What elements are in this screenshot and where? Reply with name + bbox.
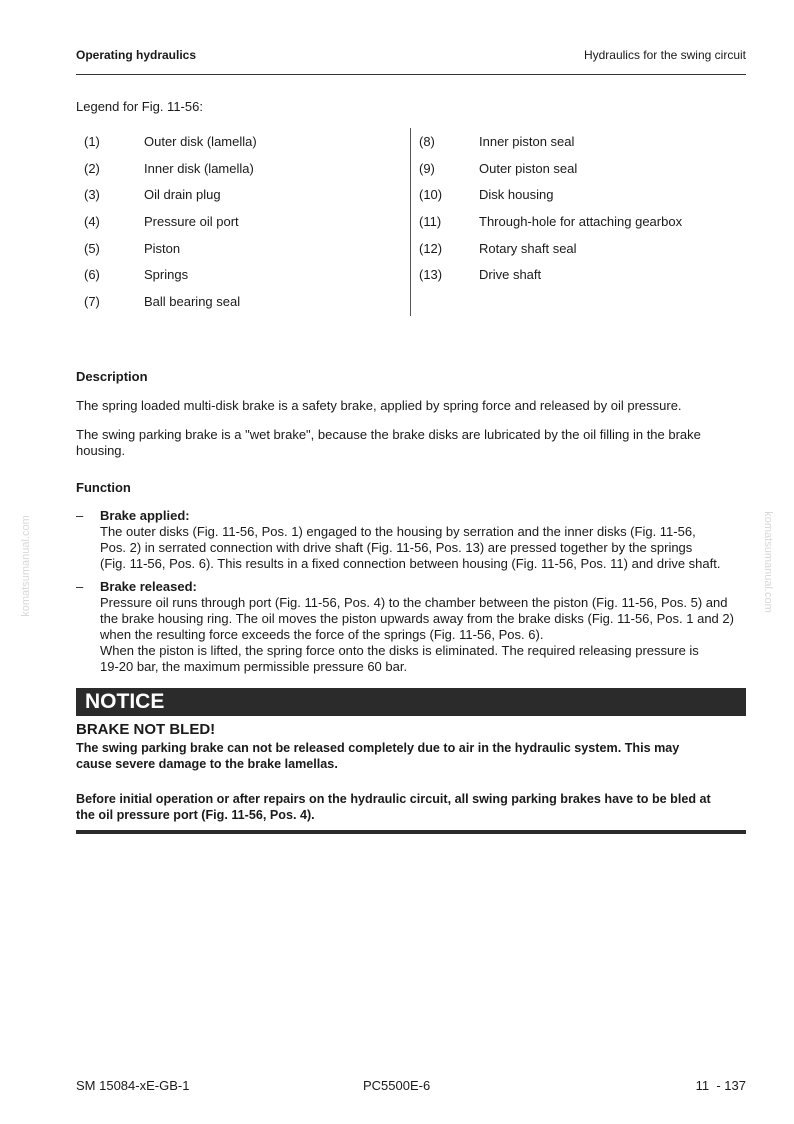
header-section-title: Operating hydraulics [76, 48, 197, 62]
legend-left-column [84, 128, 410, 315]
header-divider [76, 74, 746, 75]
notice-banner: NOTICE [76, 688, 746, 716]
legend-item-number: (3) [84, 187, 100, 203]
legend-item-number: (4) [84, 213, 100, 229]
legend-item [419, 235, 749, 262]
description-heading: Description [76, 369, 148, 384]
legend-item [84, 261, 410, 288]
header-chapter-title: Hydraulics for the swing circuit [583, 48, 746, 62]
paragraph-line: The outer disks (Fig. 11-56, Pos. 1) engaged to the housing by serration and the inner disks (Fig. 11-56, [100, 524, 696, 539]
legend-item-label: Springs [144, 267, 189, 283]
legend-item-number: (8) [419, 133, 435, 149]
legend-item-label: Inner piston seal [479, 133, 575, 149]
paragraph-line: when the resulting force exceeds the force of the springs (Fig. 11-56, Pos. 6). [100, 627, 544, 642]
legend-item-number: (10) [419, 187, 443, 203]
legend-item [84, 181, 410, 208]
legend-item-label: Inner disk (lamella) [144, 160, 254, 176]
legend-item [419, 208, 749, 235]
paragraph-line: housing. [76, 443, 126, 458]
legend-item [84, 128, 410, 155]
notice-paragraph-2 [76, 791, 748, 823]
watermark-right: komatsumanual.com [762, 511, 774, 613]
legend-item [84, 288, 410, 315]
legend-item-number: (5) [84, 240, 100, 256]
legend-item-label: Ball bearing seal [144, 293, 241, 309]
legend-item-number: (6) [84, 267, 100, 283]
brake-applied-item [76, 508, 748, 572]
notice-bottom-rule [76, 830, 746, 834]
legend-item-label: Drive shaft [479, 267, 542, 283]
legend-right-column [419, 128, 749, 288]
legend-item [419, 181, 749, 208]
brake-released-item [76, 579, 748, 675]
legend-item-label: Disk housing [479, 187, 554, 203]
function-heading: Function [76, 480, 131, 495]
legend-item-number: (1) [84, 133, 100, 149]
legend-column-divider [410, 128, 411, 316]
legend-item [419, 261, 749, 288]
paragraph-line: When the piston is lifted, the spring force onto the disks is eliminated. The required releasing pressure is [100, 643, 699, 658]
bullet-dash: – [76, 508, 84, 523]
watermark-left: komatsumanual.com [20, 515, 32, 617]
legend-item [84, 208, 410, 235]
legend-item-number: (2) [84, 160, 100, 176]
paragraph-line: Before initial operation or after repairs on the hydraulic circuit, all swing parking brakes have to be bled at [76, 792, 711, 806]
paragraph-line: cause severe damage to the brake lamellas. [76, 757, 338, 771]
legend-item-label: Through-hole for attaching gearbox [479, 213, 683, 229]
description-paragraph-1: The spring loaded multi-disk brake is a safety brake, applied by spring force and released by oil pressure. [76, 398, 682, 413]
legend-item [419, 128, 749, 155]
legend-item-number: (12) [419, 240, 443, 256]
legend-item [84, 155, 410, 182]
footer-page-number: 11 - 137 [695, 1078, 746, 1093]
legend-title: Legend for Fig. 11-56: [76, 99, 203, 114]
legend-item-number: (11) [419, 213, 442, 229]
legend-item-number: (7) [84, 293, 100, 309]
paragraph-line: 19-20 bar, the maximum permissible pressure 60 bar. [100, 659, 408, 674]
legend-item [84, 235, 410, 262]
footer-model: PC5500E-6 [363, 1078, 431, 1093]
paragraph-line: (Fig. 11-56, Pos. 6). This results in a fixed connection between housing (Fig. 11-56, Pos. 11) and drive shaft. [100, 556, 721, 571]
legend-item-label: Outer disk (lamella) [144, 133, 257, 149]
description-paragraph-2 [76, 427, 746, 459]
legend-item [419, 155, 749, 182]
legend-item-number: (9) [419, 160, 435, 176]
paragraph-line: Pos. 2) in serrated connection with drive shaft (Fig. 11-56, Pos. 13) are pressed together by the springs [100, 540, 693, 555]
paragraph-line: Pressure oil runs through port (Fig. 11-56, Pos. 4) to the chamber between the piston (Fig. 11-56, Pos. 5) and [100, 595, 728, 610]
legend-item-label: Pressure oil port [144, 213, 239, 229]
legend-item-label: Oil drain plug [144, 187, 221, 203]
paragraph-line: The swing parking brake is a "wet brake", because the brake disks are lubricated by the oil filling in the brake [76, 427, 701, 442]
brake-released-title: Brake released: [100, 579, 197, 594]
bullet-dash: – [76, 579, 84, 594]
paragraph-line: the brake housing ring. The oil moves the piston upwards away from the brake disks (Fig. 11-56, Pos. 1 and 2) [100, 611, 734, 626]
legend-item-label: Outer piston seal [479, 160, 578, 176]
legend-item-label: Piston [144, 240, 181, 256]
legend-item-number: (13) [419, 267, 443, 283]
brake-applied-title: Brake applied: [100, 508, 190, 523]
paragraph-line: The swing parking brake can not be released completely due to air in the hydraulic system. This may [76, 741, 680, 755]
paragraph-line: the oil pressure port (Fig. 11-56, Pos. 4). [76, 808, 315, 822]
notice-paragraph-1 [76, 740, 748, 772]
footer-manual-id: SM 15084-xE-GB-1 [76, 1078, 190, 1093]
notice-title: BRAKE NOT BLED! [76, 721, 216, 738]
legend-item-label: Rotary shaft seal [479, 240, 577, 256]
